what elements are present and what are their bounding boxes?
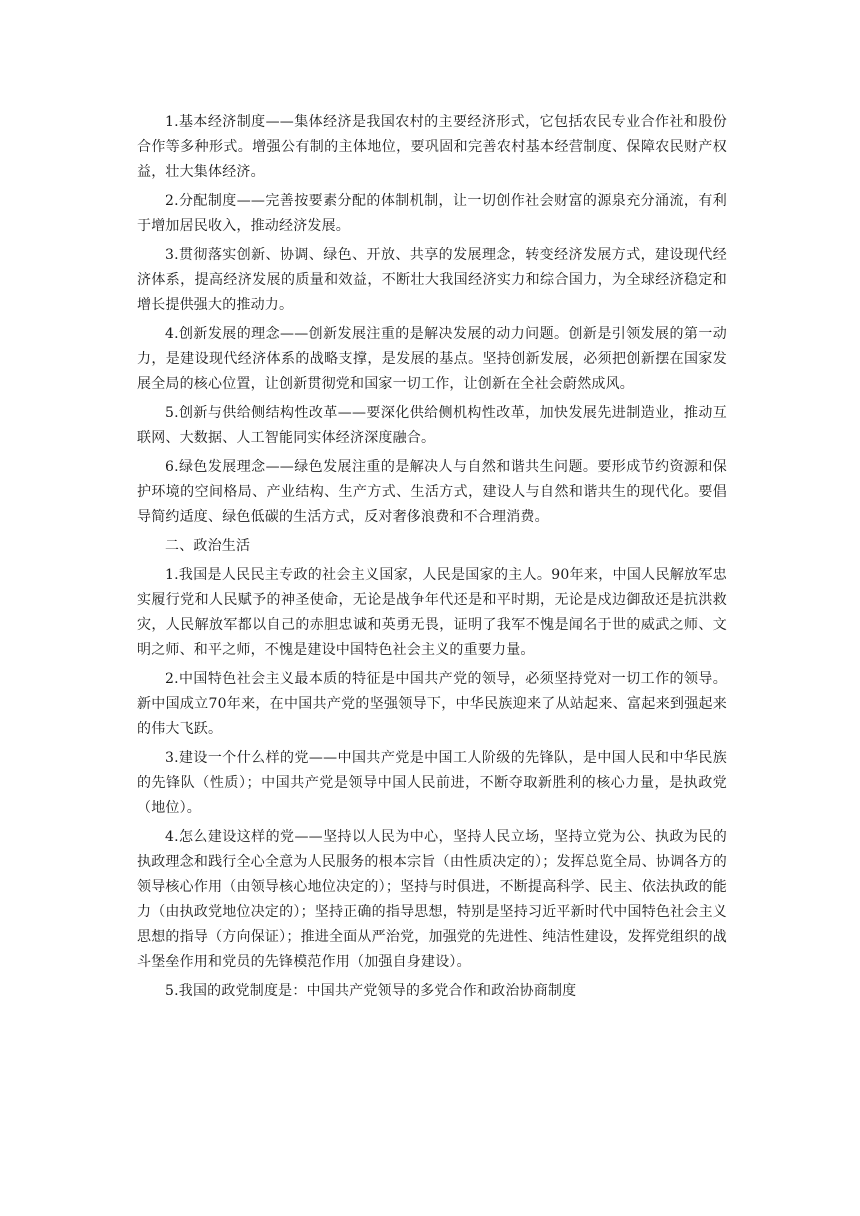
section-heading-political-life: 二、政治生活: [165, 538, 251, 554]
paragraph-distribution-system: 2.分配制度——完善按要素分配的体制机制，让一切创作社会财富的源泉充分涌流，有利于增加居民收入，推动经济发展。: [137, 193, 727, 234]
paragraph-party-leadership: 2.中国特色社会主义最本质的特征是中国共产党的领导，必须坚持党对一切工作的领导。新中国成立70年来，在中国共产党的坚强领导下，中华民族迎来了从站起来、富起来到强起来的伟大飞跃。: [137, 671, 727, 737]
paragraph-innovation-development: 4.创新发展的理念——创新发展注重的是解决发展的动力问题。创新是引领发展的第一动力，是建设现代经济体系的战略支撑，是发展的基点。坚持创新发展，必须把创新摆在国家发展全局的核心位置，让创新贯彻党和国家一切工作，让创新在全社会蔚然成风。: [137, 326, 727, 392]
paragraph-peoples-democratic-dictatorship: 1.我国是人民民主专政的社会主义国家，人民是国家的主人。90年来，中国人民解放军忠实履行党和人民赋予的神圣使命，无论是战争年代还是和平时期，无论是戍边御敌还是抗洪救灾，人民解放军都以自己的赤胆忠诚和英勇无畏，证明了我军不愧是闻名于世的威武之师、文明之师、和平之师，不愧是建设中国特色社会主义的重要力量。: [137, 567, 727, 658]
paragraph-what-kind-of-party: 3.建设一个什么样的党——中国共产党是中国工人阶级的先锋队，是中国人民和中华民族的先锋队（性质）；中国共产党是领导中国人民前进，不断夺取新胜利的核心力量，是执政党（地位）。: [137, 750, 727, 816]
paragraph-green-development: 6.绿色发展理念——绿色发展注重的是解决人与自然和谐共生问题。要形成节约资源和保护环境的空间格局、产业结构、生产方式、生活方式，建设人与自然和谐共生的现代化。要倡导简约适度、绿色低碳的生活方式，反对奢侈浪费和不合理消费。: [137, 459, 727, 525]
document-page: [137, 110, 727, 1008]
paragraph-how-to-build-party: 4.怎么建设这样的党——坚持以人民为中心，坚持人民立场，坚持立党为公、执政为民的执政理念和践行全心全意为人民服务的根本宗旨（由性质决定的）；发挥总览全局、协调各方的领导核心作用（由领导核心地位决定的）；坚持与时俱进，不断提高科学、民主、依法执政的能力（由执政党地位决定的）；坚持正确的指导思想，特别是坚持习近平新时代中国特色社会主义思想的指导（方向保证）；推进全面从严治党，加强党的先进性、纯洁性建设，发挥党组织的战斗堡垒作用和党员的先锋模范作用（加强自身建设）。: [137, 829, 727, 970]
paragraph-basic-economic-system: 1.基本经济制度——集体经济是我国农村的主要经济形式，它包括农民专业合作社和股份合作等多种形式。增强公有制的主体地位，要巩固和完善农村基本经营制度、保障农民财产权益，壮大集体经济。: [137, 114, 727, 180]
paragraph-party-system: 5.我国的政党制度是：中国共产党领导的多党合作和政治协商制度: [165, 983, 577, 999]
paragraph-supply-side-reform: 5.创新与供给侧结构性改革——要深化供给侧机构性改革，加快发展先进制造业，推动互联网、大数据、人工智能同实体经济深度融合。: [137, 405, 727, 446]
paragraph-development-concept: 3.贯彻落实创新、协调、绿色、开放、共享的发展理念，转变经济发展方式，建设现代经济体系，提高经济发展的质量和效益，不断壮大我国经济实力和综合国力，为全球经济稳定和增长提供强大的推动力。: [137, 247, 727, 313]
